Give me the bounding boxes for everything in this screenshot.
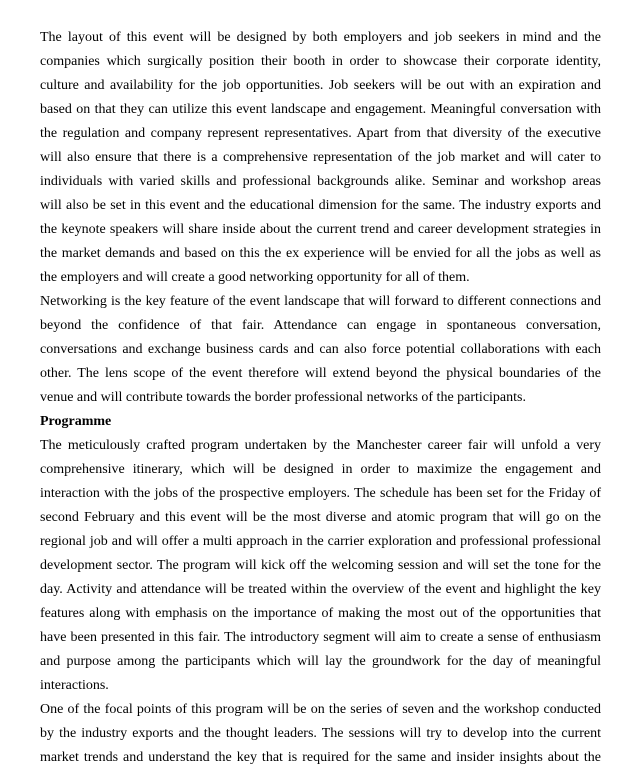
- text-line: companies which surgically position their booth in order to showcase their corporate identity,: [40, 54, 601, 69]
- text-line: the market demands and based on this the ex experience will be envied for all the jobs as well as: [40, 246, 601, 261]
- text-line: culture and availability for the job opportunities. Job seekers will be out with an expiration and: [40, 78, 601, 93]
- text-line: The meticulously crafted program undertaken by the Manchester career fair will unfold a very: [40, 438, 601, 453]
- paragraph: [40, 26, 601, 290]
- text-line: day. Activity and attendance will be treated within the overview of the event and highlight the key: [40, 582, 601, 597]
- text-line: by the industry exports and the thought leaders. The sessions will try to develop into the current: [40, 726, 601, 741]
- text-line: will also ensure that there is a comprehensive representation of the job market and will cater to: [40, 150, 601, 165]
- text-line: other. The lens scope of the event therefore will extend beyond the physical boundaries of the: [40, 366, 601, 381]
- text-line: will also be set in this event and the educational dimension for the same. The industry exports and: [40, 198, 601, 213]
- text-line: the keynote speakers will share inside about the current trend and career development strategies in: [40, 222, 601, 237]
- text-line: beyond the confidence of that fair. Attendance can engage in spontaneous conversation,: [40, 318, 601, 333]
- text-line: the employers and will create a good networking opportunity for all of them.: [40, 270, 470, 285]
- text-line: regional job and will offer a multi approach in the carrier exploration and professional professional: [40, 534, 601, 549]
- heading-text: Programme: [40, 414, 112, 429]
- text-line: the regulation and company represent representatives. Apart from that diversity of the executive: [40, 126, 601, 141]
- text-line: comprehensive itinerary, which will be designed in order to maximize the engagement and: [40, 462, 601, 477]
- text-line: interactions.: [40, 678, 109, 693]
- text-line: have been presented in this fair. The introductory segment will aim to create a sense of enthusiasm: [40, 630, 601, 645]
- paragraph: [40, 434, 601, 698]
- text-line: based on that they can utilize this event landscape and engagement. Meaningful conversation with: [40, 102, 601, 117]
- text-line: conversations and exchange business cards and can also force potential collaborations with each: [40, 342, 601, 357]
- section-heading: [40, 410, 601, 434]
- text-line: second February and this event will be the most diverse and atomic program that will go on the: [40, 510, 601, 525]
- text-line: The layout of this event will be designed by both employers and job seekers in mind and the: [40, 30, 601, 45]
- text-line: development sector. The program will kick off the welcoming session and will set the tone for the: [40, 558, 601, 573]
- text-line: features along with emphasis on the importance of making the most out of the opportunities that: [40, 606, 601, 621]
- paragraph: [40, 290, 601, 410]
- text-line: market trends and understand the key that is required for the same and insider insights about the: [40, 750, 601, 765]
- text-line: individuals with varied skills and professional backgrounds alike. Seminar and workshop areas: [40, 174, 601, 189]
- text-line: interaction with the jobs of the prospective employers. The schedule has been set for the Friday of: [40, 486, 601, 501]
- text-line: venue and will contribute towards the border professional networks of the participants.: [40, 390, 526, 405]
- text-line: and purpose among the participants which will lay the groundwork for the day of meaningful: [40, 654, 601, 669]
- text-line: Networking is the key feature of the event landscape that will forward to different connections and: [40, 294, 601, 309]
- text-line: One of the focal points of this program will be on the series of seven and the workshop conducted: [40, 702, 601, 717]
- paragraph: [40, 698, 601, 770]
- document-content: [40, 26, 601, 770]
